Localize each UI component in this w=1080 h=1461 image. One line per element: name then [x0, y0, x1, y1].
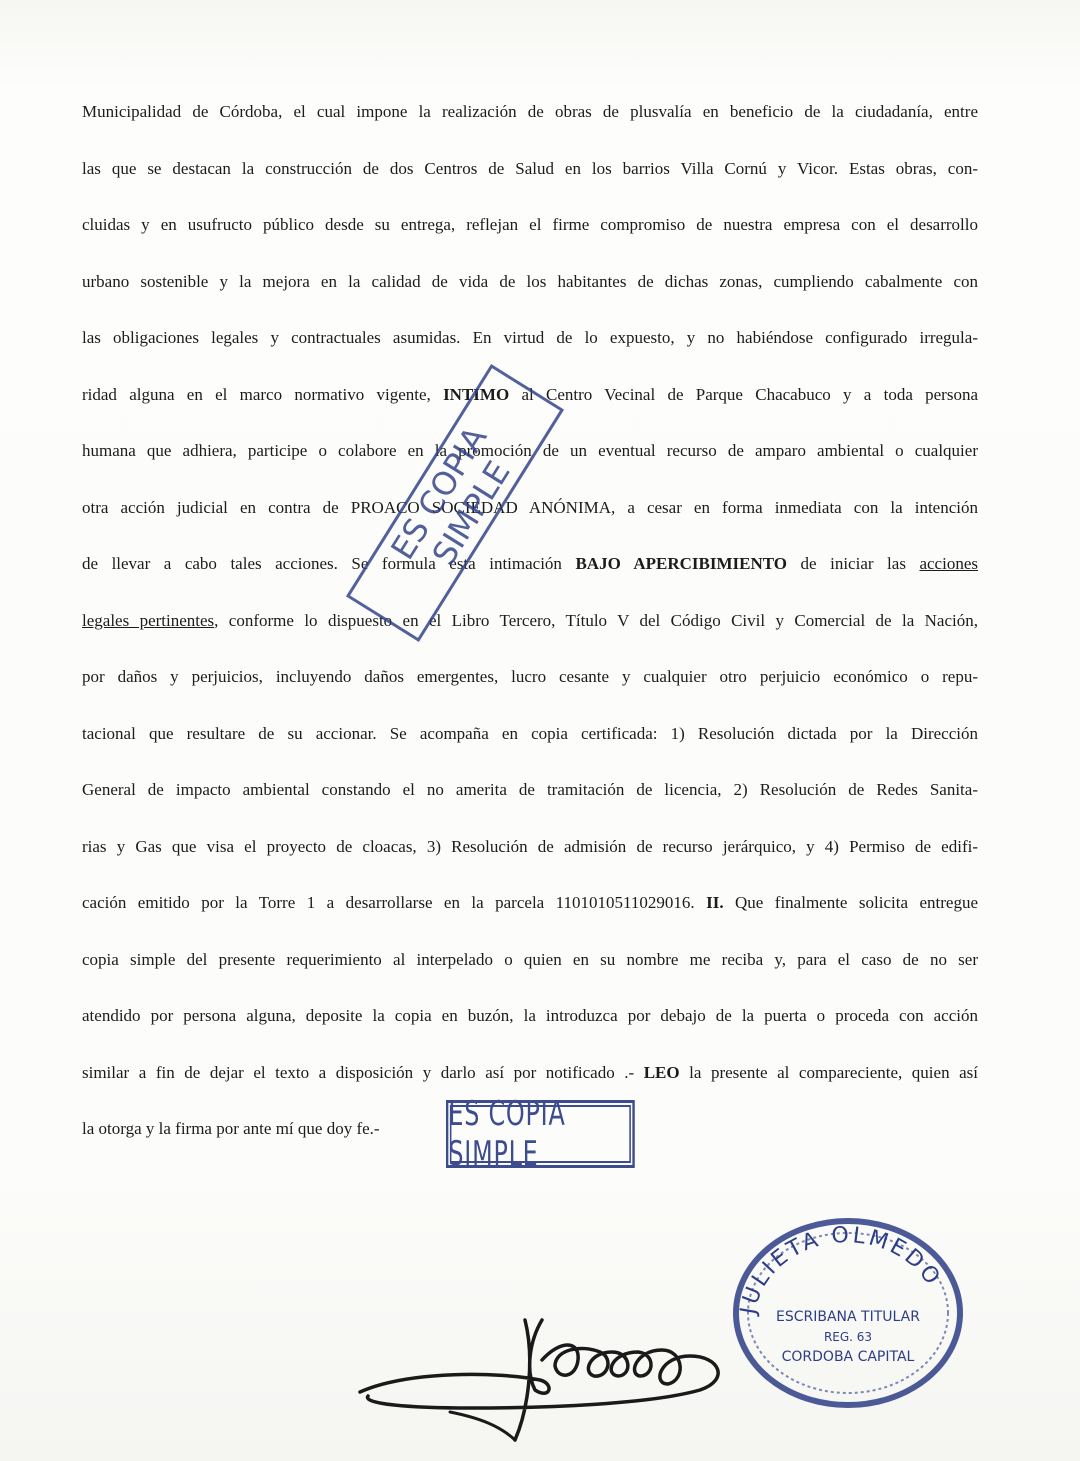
intimo-keyword: INTIMO	[443, 384, 510, 404]
text-line-9: de llevar a cabo tales acciones. Se formula esta intimación BAJO APERCIBIMIENTO de iniciar las acciones	[82, 554, 978, 573]
text-line-8: otra acción judicial en contra de PROACO SOCIEDAD ANÓNIMA, a cesar en forma inmediata con la intención	[82, 497, 978, 517]
document-body	[82, 84, 978, 1158]
apercibimiento-keyword: BAJO APERCIBIMIENTO	[575, 554, 788, 573]
text-line-6: ridad alguna en el marco normativo vigente, INTIMO al Centro Vecinal de Parque Chacabuco y a toda persona	[82, 384, 978, 404]
text-line-10: legales pertinentes, conforme lo dispuesto en el Libro Tercero, Título V del Código Civil y Comercial de la Nación,	[82, 610, 978, 630]
text-line-19: la otorga y la firma por ante mí que doy fe.-	[82, 1119, 380, 1138]
text-line-4: urbano sostenible y la mejora en la calidad de vida de los habitantes de dichas zonas, cumpliendo cabalmente con	[82, 271, 978, 291]
text-line-11: por daños y perjuicios, incluyendo daños emergentes, lucro cesante y cualquier otro perjuicio económico o repu-	[82, 667, 978, 686]
signature-icon	[350, 1300, 810, 1450]
text-line-13: General de impacto ambiental constando el no amerita de tramitación de licencia, 2) Resolución de Redes Sanita-	[82, 780, 978, 799]
leo-keyword: LEO	[643, 1062, 680, 1082]
text-line-18: similar a fin de dejar el texto a disposición y darlo así por notificado .- LEO la presente al compareciente, quien así	[82, 1062, 978, 1082]
seal-line-1: ESCRIBANA TITULAR	[776, 1309, 920, 1325]
copy-stamp: ES COPIA SIMPLE	[446, 1100, 635, 1168]
seal-line-2: REG. 63	[823, 1330, 873, 1344]
text-line-7: humana que adhiera, participe o colabore en la promoción de un eventual recurso de amparo ambiental o cualquier	[82, 441, 978, 460]
text-line-5: las obligaciones legales y contractuales asumidas. En virtud de lo expuesto, y no habiéndose configurado irregula-	[82, 328, 978, 347]
text-line-17: atendido por persona alguna, deposite la copia en buzón, la introduzca por debajo de la puerta o proceda con acción	[82, 1006, 978, 1025]
seal-line-3: CORDOBA CAPITAL	[781, 1349, 915, 1365]
text-line-14: rias y Gas que visa el proyecto de cloacas, 3) Resolución de admisión de recurso jerárquico, y 4) Permiso de edifi-	[82, 836, 978, 856]
text-line-3: cluidas y en usufructo público desde su entrega, reflejan el firme compromiso de nuestra empresa con el desarrollo	[82, 215, 978, 234]
text-line-1: Municipalidad de Córdoba, el cual impone la realización de obras de plusvalía en beneficio de la ciudadanía, entre	[82, 102, 978, 121]
text-line-12: tacional que resultare de su accionar. Se acompaña en copia certificada: 1) Resolución dictada por la Dirección	[82, 723, 978, 743]
text-line-16: copia simple del presente requerimiento al interpelado o quien en su nombre me reciba y, para el caso de no ser	[82, 949, 978, 969]
diagonal-copy-stamp: ES COPIA SIMPLE	[346, 364, 564, 642]
seal-name: JULIETA OLMEDO	[736, 1222, 947, 1317]
text-line-2: las que se destacan la construcción de dos Centros de Salud en los barrios Villa Cornú y Vicor. Estas obras, con-	[82, 158, 978, 178]
text-line-15: cación emitido por la Torre 1 a desarrollarse en la parcela 1101010511029016. II. Que finalmente solicita entregue	[82, 893, 978, 912]
